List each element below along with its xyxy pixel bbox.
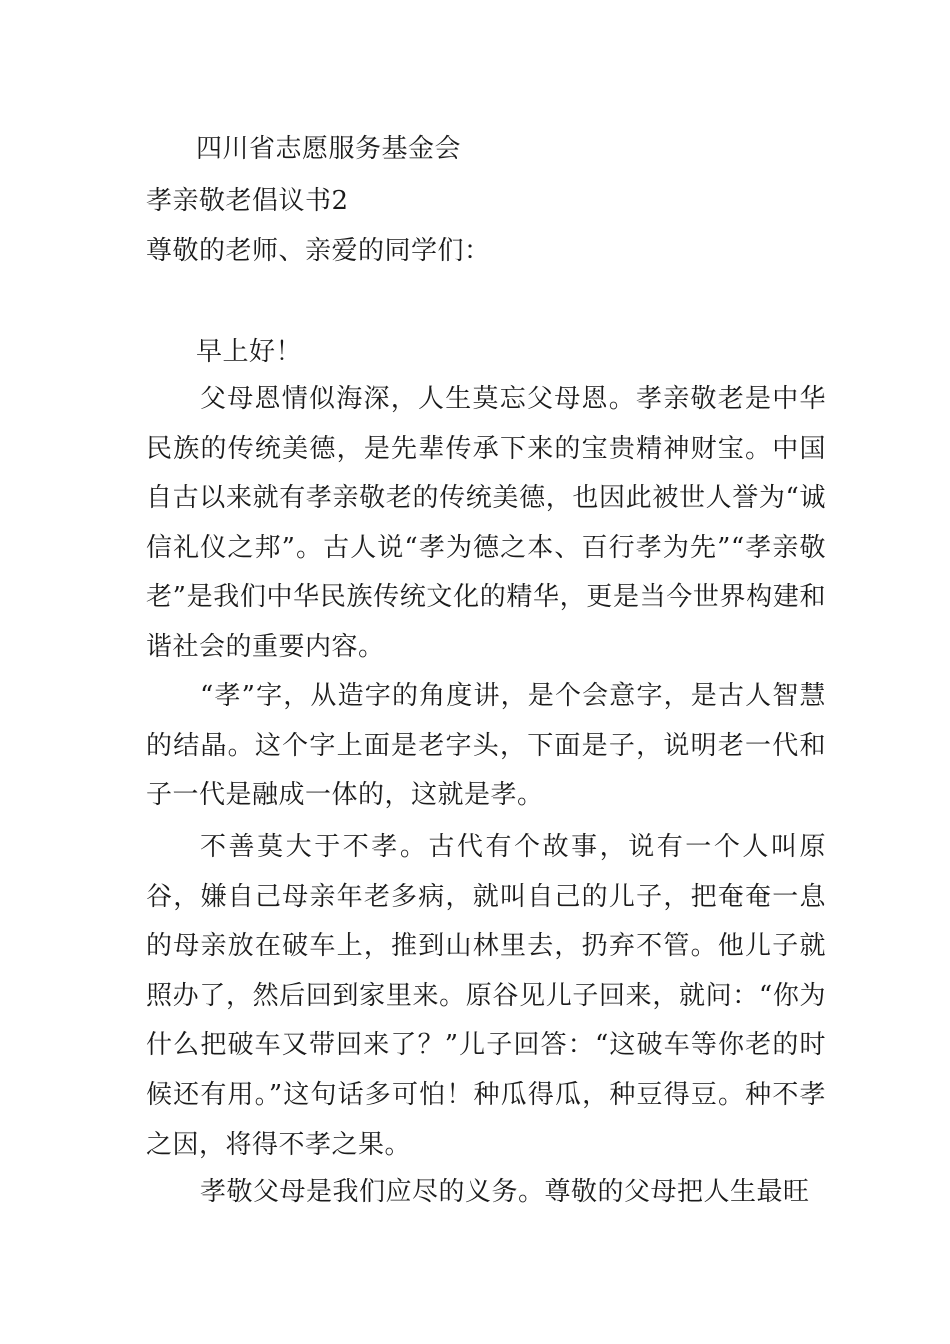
paragraph-2: “孝”字，从造字的角度讲，是个会意字，是古人智慧的结晶。这个字上面是老字头，下面是子，说明老一代和子一代是融成一体的，这就是孝。 bbox=[146, 681, 826, 811]
paragraph-4: 孝敬父母是我们应尽的义务。尊敬的父母把人生最旺 bbox=[200, 1177, 810, 1207]
paragraph-1: 父母恩情似海深，人生莫忘父母恩。孝亲敬老是中华民族的传统美德，是先辈传承下来的宝贵精神财宝。中国自古以来就有孝亲敬老的传统美德，也因此被世人誉为“诚信礼仪之邦”。古人说“孝为德之本、百行孝为先”“孝亲敬老”是我们中华民族传统文化的精华，更是当今世界构建和谐社会的重要内容。 bbox=[146, 384, 826, 662]
paragraph-3: 不善莫大于不孝。古代有个故事，说有一个人叫原谷，嫌自己母亲年老多病，就叫自己的儿子，把奄奄一息的母亲放在破车上，推到山林里去，扔弃不管。他儿子就照办了，然后回到家里来。原谷见儿子回来，就问：“你为什么把破车又带回来了？”儿子回答：“这破车等你老的时候还有用。”这句话多可怕！种瓜得瓜，种豆得豆。种不孝之因，将得不孝之果。 bbox=[146, 832, 826, 1160]
organization-line: 四川省志愿服务基金会 bbox=[196, 134, 462, 164]
document-title: 孝亲敬老倡议书2 bbox=[146, 186, 349, 216]
salutation: 尊敬的老师、亲爱的同学们： bbox=[146, 236, 491, 266]
greeting: 早上好！ bbox=[196, 337, 303, 367]
